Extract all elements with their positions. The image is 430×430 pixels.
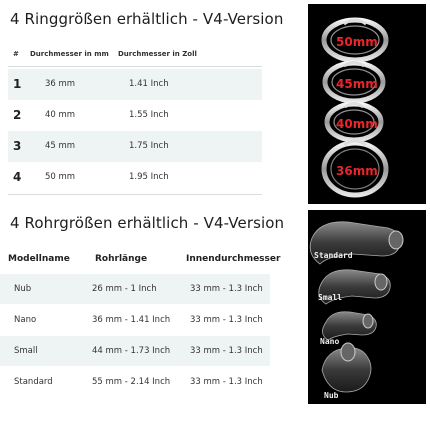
diameter-inch: 1.55 Inch [129,110,169,120]
header-index: # [13,50,19,58]
inner-diameter: 33 mm - 1.3 Inch [190,377,263,387]
row-number: 4 [13,170,22,184]
row-number: 3 [13,139,22,153]
tubes-illustration [308,210,426,404]
table-row [8,162,262,193]
ring-label-36: 36mm [336,164,378,178]
row-number: 1 [13,77,22,91]
header-length: Rohrlänge [95,254,148,264]
inner-diameter: 33 mm - 1.3 Inch [190,346,263,356]
diameter-mm: 50 mm [45,172,76,182]
diameter-mm: 45 mm [45,141,76,151]
model-name: Standard [14,377,53,387]
table-row [0,274,270,304]
diameter-mm: 36 mm [45,79,76,89]
header-diameter-inch: Durchmesser in Zoll [118,50,197,58]
ring-table-header [8,46,262,64]
model-name: Nub [14,284,32,294]
ring-label-45: 45mm [336,77,378,91]
tube-length: 55 mm - 2.14 Inch [92,377,171,387]
table-row [0,305,270,335]
tube-label-nano: Nano [320,337,340,346]
ring-label-50: 50mm [336,35,378,49]
diameter-inch: 1.95 Inch [129,172,169,182]
table-row [8,100,262,131]
row-number: 2 [13,108,22,122]
divider [8,194,262,195]
diameter-inch: 1.41 Inch [129,79,169,89]
ring-label-40: 40mm [336,117,378,131]
tube-sizes-photo [308,210,426,404]
header-inner-diameter: Innendurchmesser [186,254,281,264]
diameter-inch: 1.75 Inch [129,141,169,151]
inner-diameter: 33 mm - 1.3 Inch [190,315,263,325]
diameter-mm: 40 mm [45,110,76,120]
tube-length: 36 mm - 1.41 Inch [92,315,171,325]
table-row [0,336,270,366]
tube-table-header [0,250,281,270]
ring-sizes-photo [308,4,426,204]
header-model: Modellname [8,254,70,264]
tube-length: 26 mm - 1 Inch [92,284,157,294]
table-row [8,131,262,162]
header-diameter-mm: Durchmesser in mm [30,50,109,58]
inner-diameter: 33 mm - 1.3 Inch [190,284,263,294]
tube-label-standard: Standard [314,251,353,260]
model-name: Nano [14,315,37,325]
divider [8,66,262,67]
tube-label-small: Small [318,293,343,302]
tube-length: 44 mm - 1.73 Inch [92,346,171,356]
tube-sizes-title: 4 Rohrgrößen erhältlich - V4-Version [10,214,285,232]
table-row [8,69,262,100]
rings-illustration [308,4,426,204]
tube-label-nub: Nub [324,391,339,400]
model-name: Small [14,346,38,356]
table-row [0,367,270,397]
ring-sizes-title: 4 Ringgrößen erhältlich - V4-Version [10,10,284,28]
